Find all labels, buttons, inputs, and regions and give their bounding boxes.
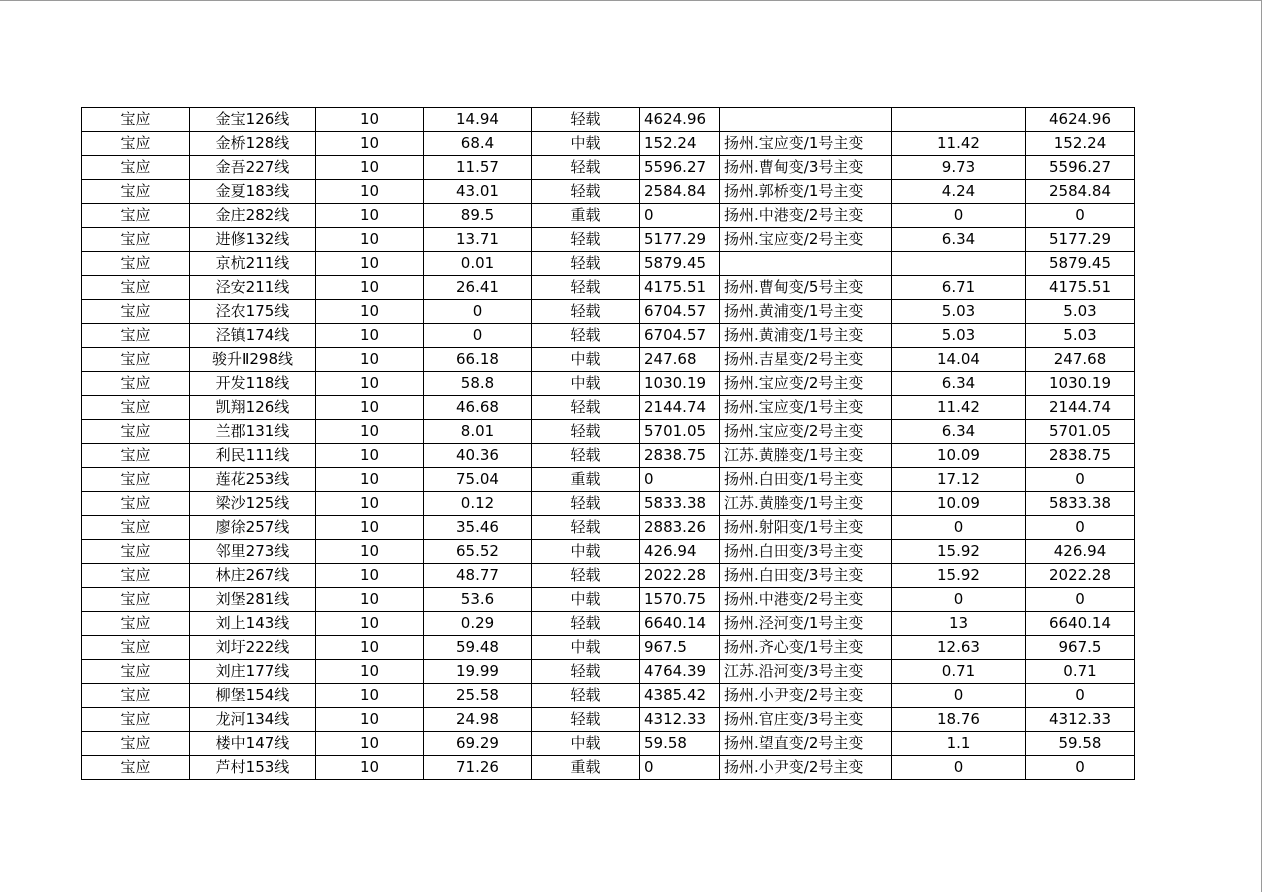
available-capacity-cell: 6640.14 xyxy=(1026,612,1135,636)
table-row xyxy=(82,132,1135,156)
voltage-cell: 10 xyxy=(316,612,424,636)
voltage-cell: 10 xyxy=(316,636,424,660)
transformer-load-cell: 11.42 xyxy=(892,396,1026,420)
transformer-cell: 扬州.宝应变/2号主变 xyxy=(720,228,892,252)
transformer-cell: 扬州.小尹变/2号主变 xyxy=(720,756,892,780)
transformer-load-cell: 5.03 xyxy=(892,324,1026,348)
load-status-cell: 轻载 xyxy=(532,276,640,300)
transformer-load-cell: 14.04 xyxy=(892,348,1026,372)
voltage-cell: 10 xyxy=(316,708,424,732)
load-status-cell: 轻载 xyxy=(532,180,640,204)
capacity-cell: 426.94 xyxy=(640,540,720,564)
county-cell: 宝应 xyxy=(82,132,190,156)
load-status-cell: 轻载 xyxy=(532,444,640,468)
transformer-cell: 扬州.射阳变/1号主变 xyxy=(720,516,892,540)
load-rate-cell: 59.48 xyxy=(424,636,532,660)
transformer-load-cell: 13 xyxy=(892,612,1026,636)
county-cell: 宝应 xyxy=(82,756,190,780)
capacity-cell: 2883.26 xyxy=(640,516,720,540)
voltage-cell: 10 xyxy=(316,132,424,156)
load-rate-cell: 48.77 xyxy=(424,564,532,588)
table-row xyxy=(82,684,1135,708)
available-capacity-cell: 2584.84 xyxy=(1026,180,1135,204)
capacity-cell: 4312.33 xyxy=(640,708,720,732)
available-capacity-cell: 0.71 xyxy=(1026,660,1135,684)
load-status-cell: 轻载 xyxy=(532,420,640,444)
available-capacity-cell: 4175.51 xyxy=(1026,276,1135,300)
voltage-cell: 10 xyxy=(316,756,424,780)
voltage-cell: 10 xyxy=(316,684,424,708)
load-status-cell: 中载 xyxy=(532,372,640,396)
available-capacity-cell: 0 xyxy=(1026,468,1135,492)
load-status-cell: 中载 xyxy=(532,348,640,372)
county-cell: 宝应 xyxy=(82,732,190,756)
transformer-load-cell: 0 xyxy=(892,684,1026,708)
available-capacity-cell: 1030.19 xyxy=(1026,372,1135,396)
load-status-cell: 中载 xyxy=(532,732,640,756)
load-rate-cell: 53.6 xyxy=(424,588,532,612)
transformer-cell: 江苏.沿河变/3号主变 xyxy=(720,660,892,684)
capacity-cell: 6704.57 xyxy=(640,300,720,324)
load-rate-cell: 0 xyxy=(424,300,532,324)
load-status-cell: 中载 xyxy=(532,588,640,612)
available-capacity-cell: 0 xyxy=(1026,516,1135,540)
page-top-border xyxy=(0,0,1262,1)
available-capacity-cell: 5596.27 xyxy=(1026,156,1135,180)
load-rate-cell: 40.36 xyxy=(424,444,532,468)
voltage-cell: 10 xyxy=(316,564,424,588)
transformer-cell: 扬州.中港变/2号主变 xyxy=(720,588,892,612)
line-name-cell: 泾安211线 xyxy=(190,276,316,300)
line-name-cell: 骏升Ⅱ298线 xyxy=(190,348,316,372)
line-name-cell: 金夏183线 xyxy=(190,180,316,204)
transformer-cell: 扬州.宝应变/1号主变 xyxy=(720,132,892,156)
capacity-cell: 2838.75 xyxy=(640,444,720,468)
line-name-cell: 京杭211线 xyxy=(190,252,316,276)
transformer-load-cell: 4.24 xyxy=(892,180,1026,204)
capacity-cell: 6640.14 xyxy=(640,612,720,636)
transformer-load-cell: 0.71 xyxy=(892,660,1026,684)
load-rate-cell: 43.01 xyxy=(424,180,532,204)
transformer-load-cell: 10.09 xyxy=(892,492,1026,516)
county-cell: 宝应 xyxy=(82,612,190,636)
load-status-cell: 重载 xyxy=(532,204,640,228)
voltage-cell: 10 xyxy=(316,420,424,444)
voltage-cell: 10 xyxy=(316,444,424,468)
load-rate-cell: 66.18 xyxy=(424,348,532,372)
table-row xyxy=(82,516,1135,540)
line-name-cell: 楼中147线 xyxy=(190,732,316,756)
load-rate-cell: 35.46 xyxy=(424,516,532,540)
table-row xyxy=(82,756,1135,780)
voltage-cell: 10 xyxy=(316,180,424,204)
available-capacity-cell: 5879.45 xyxy=(1026,252,1135,276)
available-capacity-cell: 5833.38 xyxy=(1026,492,1135,516)
table-row xyxy=(82,660,1135,684)
table-row xyxy=(82,156,1135,180)
transformer-load-cell: 15.92 xyxy=(892,564,1026,588)
available-capacity-cell: 59.58 xyxy=(1026,732,1135,756)
transformer-cell: 扬州.泾河变/1号主变 xyxy=(720,612,892,636)
county-cell: 宝应 xyxy=(82,396,190,420)
load-rate-cell: 8.01 xyxy=(424,420,532,444)
load-status-cell: 轻载 xyxy=(532,564,640,588)
county-cell: 宝应 xyxy=(82,444,190,468)
transformer-load-cell: 6.71 xyxy=(892,276,1026,300)
capacity-cell: 4624.96 xyxy=(640,108,720,132)
transformer-load-cell: 10.09 xyxy=(892,444,1026,468)
available-capacity-cell: 4624.96 xyxy=(1026,108,1135,132)
transformer-cell xyxy=(720,108,892,132)
county-cell: 宝应 xyxy=(82,300,190,324)
table-row xyxy=(82,348,1135,372)
county-cell: 宝应 xyxy=(82,516,190,540)
load-rate-cell: 0 xyxy=(424,324,532,348)
line-name-cell: 龙河134线 xyxy=(190,708,316,732)
load-rate-cell: 75.04 xyxy=(424,468,532,492)
table-row xyxy=(82,204,1135,228)
load-rate-cell: 0.29 xyxy=(424,612,532,636)
available-capacity-cell: 5.03 xyxy=(1026,324,1135,348)
available-capacity-cell: 2838.75 xyxy=(1026,444,1135,468)
line-name-cell: 芦村153线 xyxy=(190,756,316,780)
available-capacity-cell: 5.03 xyxy=(1026,300,1135,324)
available-capacity-cell: 5177.29 xyxy=(1026,228,1135,252)
line-name-cell: 兰郡131线 xyxy=(190,420,316,444)
voltage-cell: 10 xyxy=(316,276,424,300)
transformer-cell: 扬州.白田变/3号主变 xyxy=(720,564,892,588)
line-name-cell: 柳堡154线 xyxy=(190,684,316,708)
capacity-cell: 5177.29 xyxy=(640,228,720,252)
transformer-load-cell: 0 xyxy=(892,516,1026,540)
table-row xyxy=(82,372,1135,396)
load-status-cell: 轻载 xyxy=(532,708,640,732)
table-row xyxy=(82,612,1135,636)
county-cell: 宝应 xyxy=(82,372,190,396)
transformer-cell: 扬州.吉星变/2号主变 xyxy=(720,348,892,372)
county-cell: 宝应 xyxy=(82,540,190,564)
load-rate-cell: 69.29 xyxy=(424,732,532,756)
load-status-cell: 轻载 xyxy=(532,228,640,252)
line-name-cell: 开发118线 xyxy=(190,372,316,396)
available-capacity-cell: 0 xyxy=(1026,756,1135,780)
transformer-cell: 扬州.宝应变/2号主变 xyxy=(720,420,892,444)
transformer-cell: 扬州.宝应变/2号主变 xyxy=(720,372,892,396)
capacity-cell: 5596.27 xyxy=(640,156,720,180)
line-name-cell: 刘上143线 xyxy=(190,612,316,636)
voltage-cell: 10 xyxy=(316,324,424,348)
capacity-cell: 4385.42 xyxy=(640,684,720,708)
voltage-cell: 10 xyxy=(316,348,424,372)
line-name-cell: 泾农175线 xyxy=(190,300,316,324)
available-capacity-cell: 426.94 xyxy=(1026,540,1135,564)
load-status-cell: 轻载 xyxy=(532,300,640,324)
transformer-load-cell: 15.92 xyxy=(892,540,1026,564)
line-name-cell: 刘圩222线 xyxy=(190,636,316,660)
line-name-cell: 凯翔126线 xyxy=(190,396,316,420)
county-cell: 宝应 xyxy=(82,588,190,612)
load-rate-cell: 46.68 xyxy=(424,396,532,420)
county-cell: 宝应 xyxy=(82,348,190,372)
transformer-cell: 扬州.白田变/1号主变 xyxy=(720,468,892,492)
county-cell: 宝应 xyxy=(82,252,190,276)
county-cell: 宝应 xyxy=(82,708,190,732)
county-cell: 宝应 xyxy=(82,180,190,204)
load-status-cell: 轻载 xyxy=(532,396,640,420)
table-body xyxy=(82,108,1135,780)
transformer-load-cell: 11.42 xyxy=(892,132,1026,156)
table-row xyxy=(82,396,1135,420)
load-status-cell: 中载 xyxy=(532,636,640,660)
table-row xyxy=(82,180,1135,204)
transformer-load-cell: 1.1 xyxy=(892,732,1026,756)
county-cell: 宝应 xyxy=(82,468,190,492)
table-row xyxy=(82,732,1135,756)
load-rate-cell: 71.26 xyxy=(424,756,532,780)
line-name-cell: 林庄267线 xyxy=(190,564,316,588)
table-row xyxy=(82,492,1135,516)
table-row xyxy=(82,228,1135,252)
table-row xyxy=(82,636,1135,660)
voltage-cell: 10 xyxy=(316,732,424,756)
transformer-cell xyxy=(720,252,892,276)
load-rate-cell: 13.71 xyxy=(424,228,532,252)
capacity-cell: 59.58 xyxy=(640,732,720,756)
transformer-cell: 扬州.郭桥变/1号主变 xyxy=(720,180,892,204)
capacity-cell: 5833.38 xyxy=(640,492,720,516)
voltage-cell: 10 xyxy=(316,540,424,564)
transformer-load-cell: 0 xyxy=(892,204,1026,228)
county-cell: 宝应 xyxy=(82,564,190,588)
line-name-cell: 刘堡281线 xyxy=(190,588,316,612)
load-status-cell: 轻载 xyxy=(532,612,640,636)
voltage-cell: 10 xyxy=(316,204,424,228)
load-rate-cell: 11.57 xyxy=(424,156,532,180)
load-rate-cell: 89.5 xyxy=(424,204,532,228)
county-cell: 宝应 xyxy=(82,204,190,228)
county-cell: 宝应 xyxy=(82,492,190,516)
transformer-load-cell: 9.73 xyxy=(892,156,1026,180)
capacity-cell: 0 xyxy=(640,468,720,492)
load-status-cell: 轻载 xyxy=(532,324,640,348)
load-rate-cell: 0.01 xyxy=(424,252,532,276)
capacity-cell: 0 xyxy=(640,756,720,780)
available-capacity-cell: 0 xyxy=(1026,204,1135,228)
county-cell: 宝应 xyxy=(82,420,190,444)
transformer-load-cell: 18.76 xyxy=(892,708,1026,732)
transformer-load-cell: 0 xyxy=(892,588,1026,612)
capacity-cell: 1570.75 xyxy=(640,588,720,612)
available-capacity-cell: 5701.05 xyxy=(1026,420,1135,444)
table-row xyxy=(82,420,1135,444)
available-capacity-cell: 2144.74 xyxy=(1026,396,1135,420)
county-cell: 宝应 xyxy=(82,636,190,660)
transformer-load-cell: 6.34 xyxy=(892,372,1026,396)
transformer-cell: 扬州.小尹变/2号主变 xyxy=(720,684,892,708)
line-name-cell: 莲花253线 xyxy=(190,468,316,492)
line-name-cell: 金庄282线 xyxy=(190,204,316,228)
line-name-cell: 刘庄177线 xyxy=(190,660,316,684)
available-capacity-cell: 4312.33 xyxy=(1026,708,1135,732)
capacity-cell: 247.68 xyxy=(640,348,720,372)
voltage-cell: 10 xyxy=(316,156,424,180)
load-rate-cell: 65.52 xyxy=(424,540,532,564)
transformer-load-cell: 0 xyxy=(892,756,1026,780)
transformer-cell: 扬州.宝应变/1号主变 xyxy=(720,396,892,420)
load-status-cell: 重载 xyxy=(532,756,640,780)
available-capacity-cell: 0 xyxy=(1026,684,1135,708)
voltage-cell: 10 xyxy=(316,396,424,420)
voltage-cell: 10 xyxy=(316,660,424,684)
transformer-cell: 扬州.曹甸变/5号主变 xyxy=(720,276,892,300)
table-row xyxy=(82,444,1135,468)
capacity-cell: 4764.39 xyxy=(640,660,720,684)
table-row xyxy=(82,708,1135,732)
transformer-cell: 江苏.黄塍变/1号主变 xyxy=(720,444,892,468)
load-status-cell: 轻载 xyxy=(532,156,640,180)
voltage-cell: 10 xyxy=(316,492,424,516)
load-status-cell: 轻载 xyxy=(532,492,640,516)
transformer-cell: 扬州.中港变/2号主变 xyxy=(720,204,892,228)
transformer-cell: 扬州.官庄变/3号主变 xyxy=(720,708,892,732)
capacity-cell: 152.24 xyxy=(640,132,720,156)
capacity-cell: 6704.57 xyxy=(640,324,720,348)
voltage-cell: 10 xyxy=(316,228,424,252)
load-status-cell: 轻载 xyxy=(532,660,640,684)
load-status-cell: 重载 xyxy=(532,468,640,492)
capacity-cell: 2584.84 xyxy=(640,180,720,204)
load-status-cell: 中载 xyxy=(532,132,640,156)
capacity-cell: 0 xyxy=(640,204,720,228)
available-capacity-cell: 247.68 xyxy=(1026,348,1135,372)
load-status-cell: 轻载 xyxy=(532,684,640,708)
load-rate-cell: 24.98 xyxy=(424,708,532,732)
transformer-load-cell: 6.34 xyxy=(892,228,1026,252)
available-capacity-cell: 967.5 xyxy=(1026,636,1135,660)
transformer-cell: 扬州.黄浦变/1号主变 xyxy=(720,300,892,324)
table-row xyxy=(82,108,1135,132)
line-name-cell: 泾镇174线 xyxy=(190,324,316,348)
available-capacity-cell: 152.24 xyxy=(1026,132,1135,156)
load-status-cell: 轻载 xyxy=(532,108,640,132)
load-status-cell: 轻载 xyxy=(532,252,640,276)
transformer-cell: 扬州.黄浦变/1号主变 xyxy=(720,324,892,348)
load-rate-cell: 25.58 xyxy=(424,684,532,708)
load-rate-cell: 0.12 xyxy=(424,492,532,516)
table-row xyxy=(82,300,1135,324)
county-cell: 宝应 xyxy=(82,108,190,132)
county-cell: 宝应 xyxy=(82,324,190,348)
transformer-cell: 扬州.望直变/2号主变 xyxy=(720,732,892,756)
capacity-cell: 5701.05 xyxy=(640,420,720,444)
transformer-load-cell: 6.34 xyxy=(892,420,1026,444)
county-cell: 宝应 xyxy=(82,156,190,180)
capacity-cell: 1030.19 xyxy=(640,372,720,396)
transformer-cell: 扬州.齐心变/1号主变 xyxy=(720,636,892,660)
voltage-cell: 10 xyxy=(316,108,424,132)
capacity-cell: 2022.28 xyxy=(640,564,720,588)
line-name-cell: 金吾227线 xyxy=(190,156,316,180)
load-status-cell: 中载 xyxy=(532,540,640,564)
voltage-cell: 10 xyxy=(316,252,424,276)
table-row xyxy=(82,540,1135,564)
load-rate-cell: 19.99 xyxy=(424,660,532,684)
load-status-cell: 轻载 xyxy=(532,516,640,540)
line-name-cell: 进修132线 xyxy=(190,228,316,252)
transformer-load-cell: 17.12 xyxy=(892,468,1026,492)
transformer-load-cell xyxy=(892,108,1026,132)
line-name-cell: 梁沙125线 xyxy=(190,492,316,516)
transformer-load-cell: 12.63 xyxy=(892,636,1026,660)
voltage-cell: 10 xyxy=(316,468,424,492)
capacity-cell: 5879.45 xyxy=(640,252,720,276)
transformer-load-cell: 5.03 xyxy=(892,300,1026,324)
transformer-cell: 扬州.曹甸变/3号主变 xyxy=(720,156,892,180)
table-row xyxy=(82,588,1135,612)
voltage-cell: 10 xyxy=(316,372,424,396)
table-row xyxy=(82,324,1135,348)
table-row xyxy=(82,276,1135,300)
table-row xyxy=(82,564,1135,588)
line-name-cell: 廖徐257线 xyxy=(190,516,316,540)
table-row xyxy=(82,468,1135,492)
voltage-cell: 10 xyxy=(316,516,424,540)
capacity-cell: 2144.74 xyxy=(640,396,720,420)
available-capacity-cell: 0 xyxy=(1026,588,1135,612)
county-cell: 宝应 xyxy=(82,276,190,300)
line-name-cell: 邻里273线 xyxy=(190,540,316,564)
voltage-cell: 10 xyxy=(316,588,424,612)
line-name-cell: 利民111线 xyxy=(190,444,316,468)
voltage-cell: 10 xyxy=(316,300,424,324)
available-capacity-cell: 2022.28 xyxy=(1026,564,1135,588)
load-rate-cell: 14.94 xyxy=(424,108,532,132)
capacity-cell: 967.5 xyxy=(640,636,720,660)
line-name-cell: 金桥128线 xyxy=(190,132,316,156)
line-name-cell: 金宝126线 xyxy=(190,108,316,132)
table-row xyxy=(82,252,1135,276)
transformer-load-cell xyxy=(892,252,1026,276)
county-cell: 宝应 xyxy=(82,684,190,708)
load-rate-cell: 58.8 xyxy=(424,372,532,396)
transformer-cell: 扬州.白田变/3号主变 xyxy=(720,540,892,564)
load-rate-cell: 68.4 xyxy=(424,132,532,156)
feeder-load-table xyxy=(81,107,1135,780)
capacity-cell: 4175.51 xyxy=(640,276,720,300)
transformer-cell: 江苏.黄塍变/1号主变 xyxy=(720,492,892,516)
county-cell: 宝应 xyxy=(82,228,190,252)
load-rate-cell: 26.41 xyxy=(424,276,532,300)
county-cell: 宝应 xyxy=(82,660,190,684)
